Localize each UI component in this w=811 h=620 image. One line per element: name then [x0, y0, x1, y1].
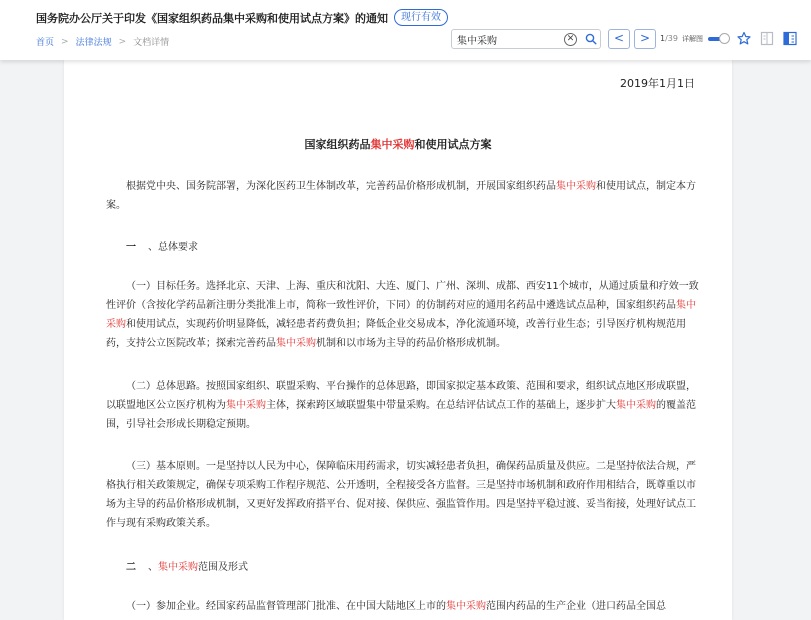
breadcrumb-home-link[interactable]: 首页: [36, 38, 55, 48]
search-highlight: 集中采购: [226, 400, 266, 411]
document-date: 2019年1月1日: [620, 77, 695, 90]
paragraph-text: 和使用试点，实现药价明显降低，减轻患者药费负担；降低企业交易成本，净化流通环境，改善行业生态；引导医疗机构规范用药，支持公立医院改革；探索完善药品: [106, 319, 686, 349]
status-badge: 现行有效: [394, 9, 448, 26]
paragraph-approach: [106, 377, 700, 434]
search-highlight: 集中采购: [616, 400, 656, 411]
title-row: [36, 9, 448, 26]
paragraph-objectives: [106, 277, 700, 353]
breadcrumb-separator: >: [118, 36, 127, 47]
paragraph-text: 根据党中央、国务院部署，为深化医药卫生体制改革，完善药品价格形成机制，开展国家组织药品: [126, 181, 556, 192]
detail-view-label: 详解图: [682, 35, 703, 43]
section-title: 范围及形式: [198, 562, 248, 573]
heading-text: 国家组织药品: [304, 138, 371, 151]
star-icon[interactable]: [737, 31, 751, 46]
breadcrumb-current: 文档详情: [133, 38, 170, 48]
paragraph-text: （一）参加企业。经国家药品监督管理部门批准、在中国大陆地区上市的: [126, 601, 446, 612]
toggle-knob: [719, 33, 730, 44]
paragraph-text: 的覆盖范围，引导社会形成长期稳定预期。: [106, 400, 696, 430]
breadcrumb: [36, 35, 169, 48]
paragraph-text: 范围内药品的生产企业（进口药品全国总: [486, 601, 666, 612]
breadcrumb-separator: >: [61, 36, 69, 47]
paragraph-text: 机制和以市场为主导的药品价格形成机制。: [316, 338, 506, 349]
section-title: 、总体要求: [148, 242, 198, 253]
paragraph-text: 和使用试点，制定本方案。: [106, 181, 696, 211]
search-box: [451, 29, 601, 49]
section-heading-1: [126, 238, 198, 253]
search-input[interactable]: [457, 31, 557, 47]
document-page: [64, 60, 732, 620]
document-heading: [64, 136, 732, 152]
search-icon[interactable]: [585, 33, 597, 45]
section-number: 二: [126, 562, 136, 573]
heading-text: 和使用试点方案: [414, 138, 492, 151]
search-highlight: 集中采购: [446, 601, 486, 612]
search-highlight: 集中采购: [106, 300, 696, 330]
search-highlight: 集中采购: [370, 138, 415, 151]
detail-view-toggle[interactable]: [706, 33, 730, 45]
next-match-button[interactable]: >: [634, 29, 656, 49]
paragraph-participants: [106, 597, 700, 616]
match-counter: [660, 34, 678, 43]
clear-search-icon[interactable]: ✕: [564, 33, 577, 46]
document-title: 国务院办公厅关于印发《国家组织药品集中采购和使用试点方案》的通知: [36, 11, 388, 25]
document-header: [0, 0, 811, 60]
section-title: 、: [148, 562, 158, 573]
paragraph-text: （二）总体思路。按照国家组织、联盟采购、平台操作的总体思路，即国家拟定基本政策、范围和要求，组织试点地区形成联盟，以联盟地区公立医疗机构为: [106, 381, 696, 411]
section-heading-2: [126, 558, 248, 573]
section-number: 一: [126, 242, 136, 253]
paragraph-text: （三）基本原则。一是坚持以人民为中心，保障临床用药需求，切实减轻患者负担，确保药品质量及供应。二是坚持依法合规，严格执行相关政策规定，确保专项采购工作程序规范、公开透明，全程接受各方监督。三是坚持市场机制和政府作用相结合，既尊重以市场为主导的药品价格形成机制，又更好发挥政府搭平台、促对接、保供应、强监管作用。四是坚持平稳过渡、妥当衔接，处理好试点工作与现有采购政策关系。: [106, 461, 696, 529]
match-current: 1: [660, 34, 666, 43]
search-highlight: 集中采购: [556, 181, 596, 192]
search-highlight: 集中采购: [158, 562, 198, 573]
single-page-view-icon[interactable]: [760, 31, 774, 46]
paragraph-text: （一）目标任务。选择北京、天津、上海、重庆和沈阳、大连、厦门、广州、深圳、成都、西安11个城市，从通过质量和疗效一致性评价（含按化学药品新注册分类批准上市，简称一致性评价，下同）的仿制药对应的通用名药品中遴选试点品种，国家组织药品: [106, 281, 699, 311]
breadcrumb-laws-link[interactable]: 法律法规: [75, 38, 112, 48]
search-highlight: 集中采购: [276, 338, 316, 349]
previous-match-button[interactable]: <: [608, 29, 630, 49]
match-total: /39: [665, 34, 678, 43]
paragraph-principles: [106, 457, 700, 533]
intro-paragraph: [106, 177, 700, 215]
dual-page-view-icon[interactable]: [783, 31, 797, 46]
paragraph-text: 主体，探索跨区域联盟集中带量采购。在总结评估试点工作的基础上，逐步扩大: [266, 400, 616, 411]
